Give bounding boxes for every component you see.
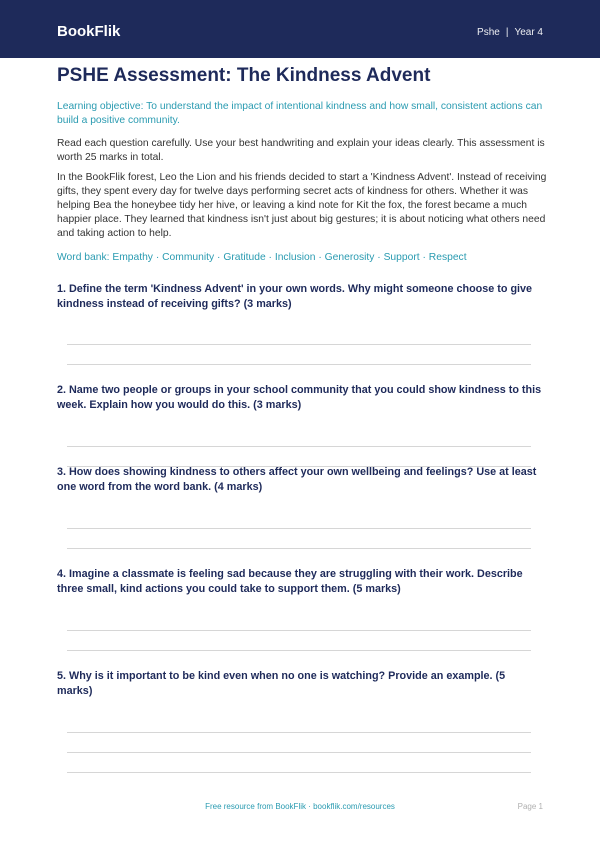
answer-line[interactable] — [67, 364, 531, 365]
answer-line[interactable] — [67, 446, 531, 447]
question-5: 5. Why is it important to be kind even when no one is watching? Provide an example. (5 marks) — [57, 670, 506, 697]
header-separator: | — [505, 27, 509, 38]
answer-line[interactable] — [67, 732, 531, 733]
question-4: 4. Imagine a classmate is feeling sad because they are struggling with their work. Describe three small, kind actions you could take to support them. (5 marks) — [57, 568, 523, 595]
answer-line[interactable] — [67, 772, 531, 773]
question-3: 3. How does showing kindness to others affect your own wellbeing and feelings? Use at least one word from the word bank. (4 marks) — [57, 466, 537, 493]
answer-line[interactable] — [67, 752, 531, 753]
answer-line[interactable] — [67, 344, 531, 345]
instructions-paragraph: Read each question carefully. Use your best handwriting and explain your ideas clearly. This assessment is worth 25 marks in total. — [57, 138, 545, 163]
learning-objective: Learning objective: To understand the impact of intentional kindness and how small, consistent actions can build a positive community. — [57, 101, 543, 126]
year-label: Year 4 — [514, 27, 543, 38]
footer-source-link[interactable]: Free resource from BookFlik · bookflik.com/resources — [205, 802, 395, 811]
story-paragraph: In the BookFlik forest, Leo the Lion and his friends decided to start a 'Kindness Advent'. Instead of receiving gifts, they spent every day for twelve days performing secret acts of kindness for others. Whether it was helping Bea the honeybee tidy her hive, or leaving a kind note for Kit the fox, the forest became a much happier place. They learned that kindness isn't just about big gestures; it is about noticing what others need and taking action to help. — [57, 172, 547, 239]
header-bar — [0, 0, 600, 58]
question-2: 2. Name two people or groups in your school community that you could show kindness to this week. Explain how you would do this. (3 marks) — [57, 384, 542, 411]
brand-logo-text: BookFlik — [57, 23, 121, 40]
answer-line[interactable] — [67, 548, 531, 549]
page-number: Page 1 — [517, 802, 543, 811]
question-1: 1. Define the term 'Kindness Advent' in your own words. Why might someone choose to give kindness instead of receiving gifts? (3 marks) — [57, 283, 533, 310]
answer-line[interactable] — [67, 650, 531, 651]
word-bank: Word bank: Empathy · Community · Gratitude · Inclusion · Generosity · Support · Respect — [57, 252, 467, 263]
header-meta — [477, 27, 543, 39]
subject-label: Pshe — [477, 27, 500, 38]
answer-line[interactable] — [67, 630, 531, 631]
answer-line[interactable] — [67, 528, 531, 529]
page-title: PSHE Assessment: The Kindness Advent — [57, 65, 431, 86]
